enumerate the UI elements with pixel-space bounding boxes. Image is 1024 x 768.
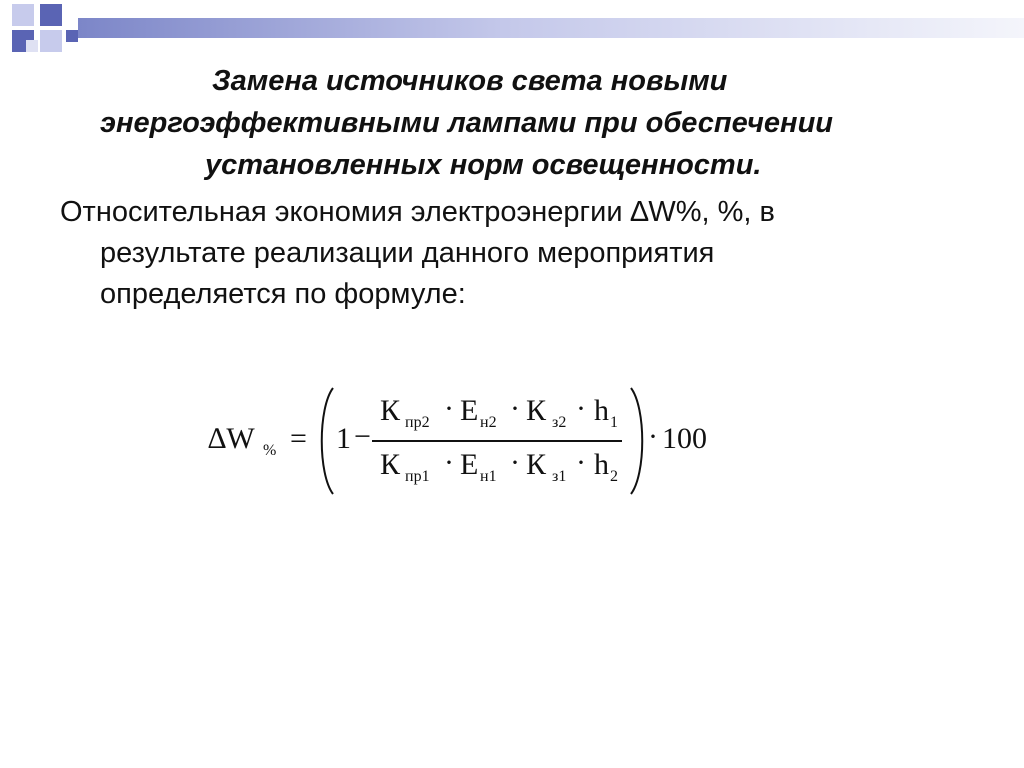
title-line: Замена источников света новыми bbox=[212, 65, 728, 97]
formula-num-k: К bbox=[380, 394, 401, 427]
formula-den-k: К bbox=[380, 448, 401, 481]
formula-den-h: h bbox=[594, 448, 609, 481]
formula-num-kz-sub: з2 bbox=[552, 414, 567, 431]
decor-top-band bbox=[78, 18, 1024, 38]
formula-multiplier: 100 bbox=[662, 422, 707, 455]
formula-num-k-sub: пр2 bbox=[405, 414, 430, 431]
formula-den-e: Е bbox=[460, 448, 479, 481]
formula-num-dot: · bbox=[576, 392, 586, 425]
formula-num-dot: · bbox=[510, 392, 520, 425]
formula-one: 1 bbox=[336, 422, 351, 455]
formula-delta-w: ∆W bbox=[208, 422, 255, 455]
formula-den-k-sub: пр1 bbox=[405, 468, 430, 485]
decor-square-5 bbox=[66, 30, 78, 42]
formula-equals: = bbox=[290, 422, 307, 455]
formula-num-h: h bbox=[594, 394, 609, 427]
formula-right-paren bbox=[628, 386, 650, 496]
title-line: установленных норм освещенности. bbox=[205, 149, 762, 181]
formula-den-dot: · bbox=[510, 446, 520, 479]
formula-num-e-sub: н2 bbox=[480, 414, 497, 431]
decor-square-2 bbox=[40, 4, 62, 26]
formula-num-e: Е bbox=[460, 394, 479, 427]
body-paragraph bbox=[60, 192, 960, 315]
body-line: результате реализации данного мероприятия bbox=[100, 237, 715, 269]
body-line: определяется по формуле: bbox=[100, 278, 466, 310]
formula-lhs-subscript: % bbox=[263, 442, 277, 459]
formula-den-dot: · bbox=[444, 446, 454, 479]
formula-den-e-sub: н1 bbox=[480, 468, 497, 485]
formula-minus: − bbox=[354, 420, 371, 453]
formula-den-h-sub: 2 bbox=[610, 468, 618, 485]
formula-num-kz: К bbox=[526, 394, 547, 427]
decor-square-4 bbox=[40, 30, 62, 52]
decor-square-6 bbox=[26, 40, 38, 52]
formula-den-dot: · bbox=[576, 446, 586, 479]
formula-num-h-sub: 1 bbox=[610, 414, 618, 431]
formula-den-kz: К bbox=[526, 448, 547, 481]
formula-left-paren bbox=[314, 386, 336, 496]
slide-title bbox=[60, 60, 990, 186]
formula-fraction-bar bbox=[372, 440, 622, 442]
formula-num-dot: · bbox=[444, 392, 454, 425]
body-line: Относительная экономия электроэнергии ∆W%, %, в bbox=[60, 196, 775, 228]
formula bbox=[200, 380, 740, 500]
formula-times-dot: · bbox=[648, 420, 658, 453]
formula-den-kz-sub: з1 bbox=[552, 468, 567, 485]
title-line: энергоэффективными лампами при обеспечении bbox=[100, 107, 834, 139]
decor-square-1 bbox=[12, 4, 34, 26]
